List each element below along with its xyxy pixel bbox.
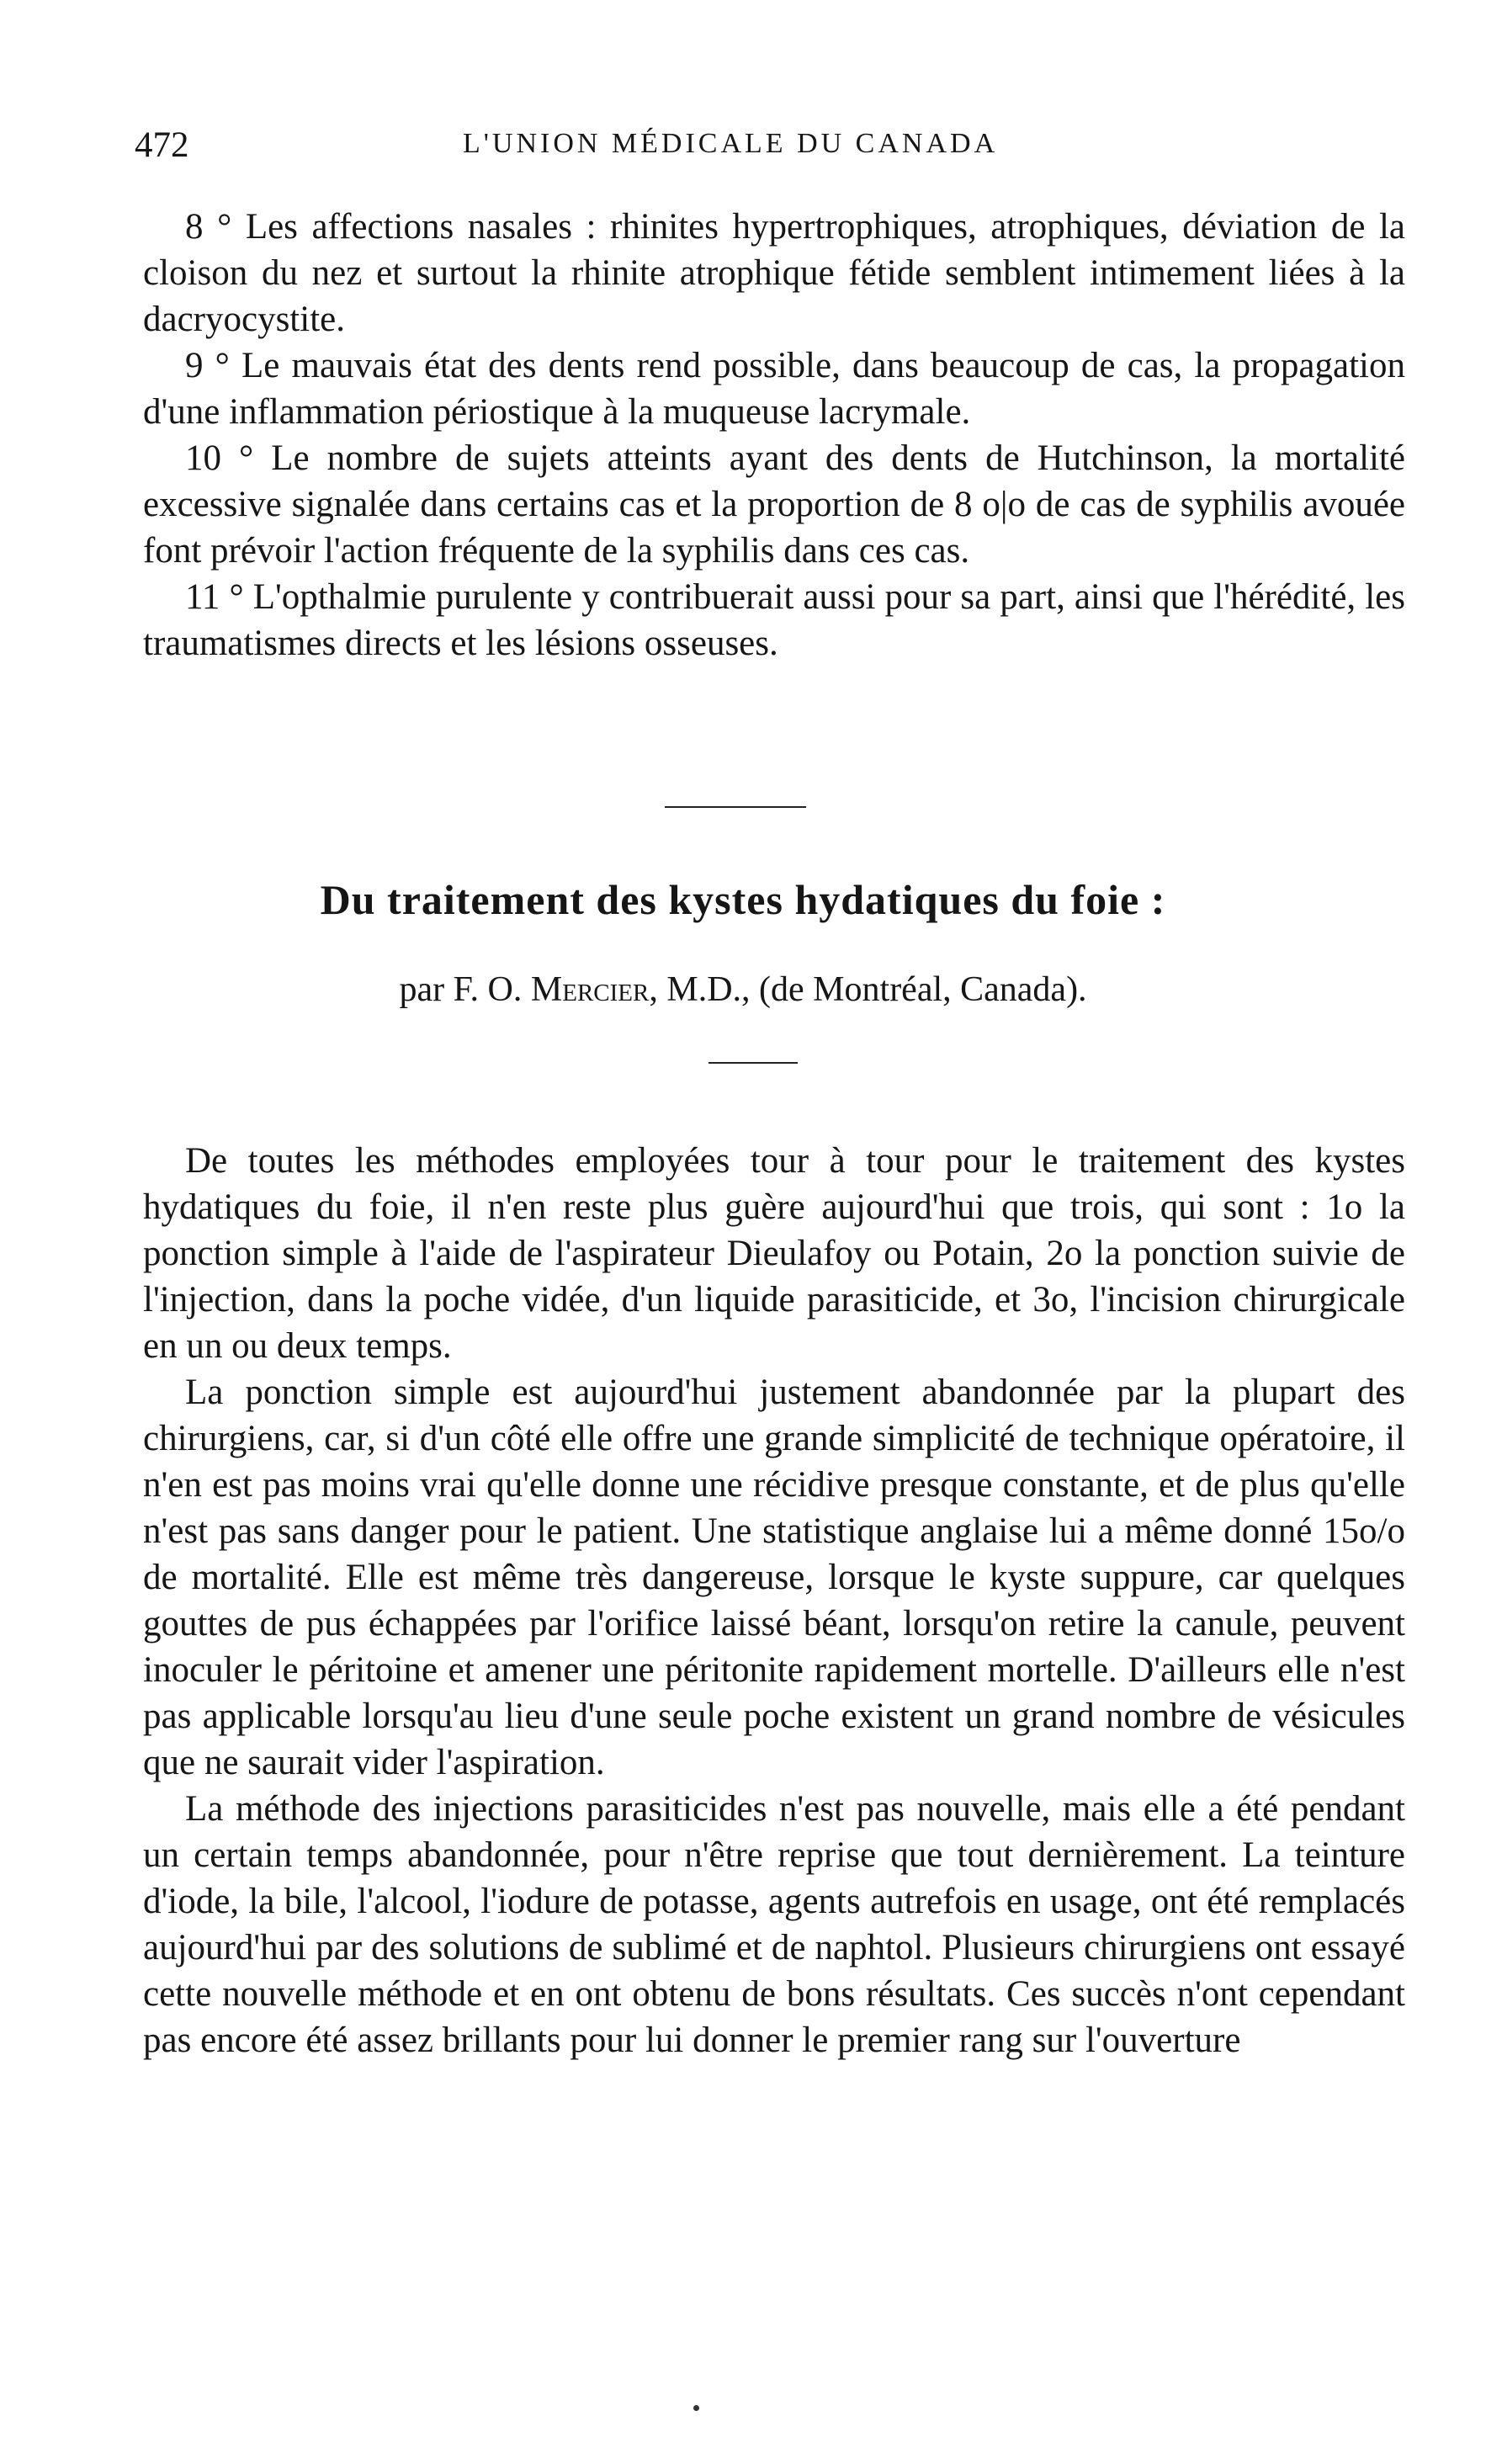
byline-prefix: par F. O. [399, 970, 523, 1009]
conclusion-item-10: 10 ° Le nombre de sujets atteints ayant des dents de Hutchinson, la mortalité excessive signalée dans certains cas et la proportion de 8 o|o de cas de syphilis avouée font prévoir l'action fréquente de la syphilis dans ces cas. [143, 438, 1405, 571]
article-body [143, 1138, 1405, 2063]
article-title: Du traitement des kystes hydatiques du foie : [320, 876, 1166, 923]
body-paragraph: La ponction simple est aujourd'hui justement abandonnée par la plupart des chirurgiens, car, si d'un côté elle offre une grande simplicité de technique opératoire, il n'en est pas moins vrai qu'elle donne une récidive presque constante, et de plus qu'elle n'est pas sans danger pour le patient. Une statistique anglaise lui a même donné 15o/o de mortalité. Elle est même très dangereuse, lorsque le kyste suppure, car quelques gouttes de pus échappées par l'orifice laissé béant, lorsqu'on retire la canule, peuvent inoculer le péritoine et amener une péritonite rapidement mortelle. D'ailleurs elle n'est pas applicable lorsqu'au lieu d'une seule poche existent un grand nombre de vésicules que ne saurait vider l'aspiration. [143, 1373, 1405, 1782]
section-divider-bottom [709, 1062, 798, 1064]
author-name: Mercier [530, 970, 650, 1009]
conclusion-item-8: 8 ° Les affections nasales : rhinites hypertrophiques, atrophiques, déviation de la cloison du nez et surtout la rhinite atrophique fétide semblent intimement liées à la dacryocystite. [143, 207, 1405, 339]
page-header [135, 125, 1414, 167]
conclusion-item-9: 9 ° Le mauvais état des dents rend possible, dans beaucoup de cas, la propagation d'une inflammation périostique à la muqueuse lacrymale. [143, 346, 1405, 432]
body-paragraph: La méthode des injections parasiticides n'est pas nouvelle, mais elle a été pendant un certain temps abandonnée, pour n'être reprise que tout dernièrement. La teinture d'iode, la bile, l'alcool, l'iodure de potasse, agents autrefois en usage, ont été remplacés aujourd'hui par des solutions de sublimé et de naphtol. Plusieurs chirurgiens ont essayé cette nouvelle méthode et en ont obtenu de bons résultats. Ces succès n'ont cependant pas encore été assez brillants pour lui donner le premier rang sur l'ouverture [143, 1789, 1405, 2060]
page-number: 472 [135, 125, 189, 165]
byline-suffix: , M.D., (de Montréal, Canada). [649, 970, 1087, 1009]
numbered-conclusions [143, 204, 1405, 666]
running-title: L'UNION MÉDICALE DU CANADA [463, 128, 999, 159]
article-byline [0, 969, 1486, 1010]
section-divider-top [665, 806, 806, 808]
body-paragraph: De toutes les méthodes employées tour à tour pour le traitement des kystes hydatiques du foie, il n'en reste plus guère aujourd'hui que trois, qui sont : 1o la ponction simple à l'aide de l'aspirateur Dieulafoy ou Potain, 2o la ponction suivie de l'injection, dans la poche vidée, d'un liquide parasiticide, et 3o, l'incision chirurgicale en un ou deux temps. [143, 1141, 1405, 1366]
footer-mark [693, 2405, 699, 2411]
conclusion-item-11: 11 ° L'opthalmie purulente y contribuerait aussi pour sa part, ainsi que l'hérédité, les traumatismes directs et les lésions osseuses. [143, 577, 1405, 663]
